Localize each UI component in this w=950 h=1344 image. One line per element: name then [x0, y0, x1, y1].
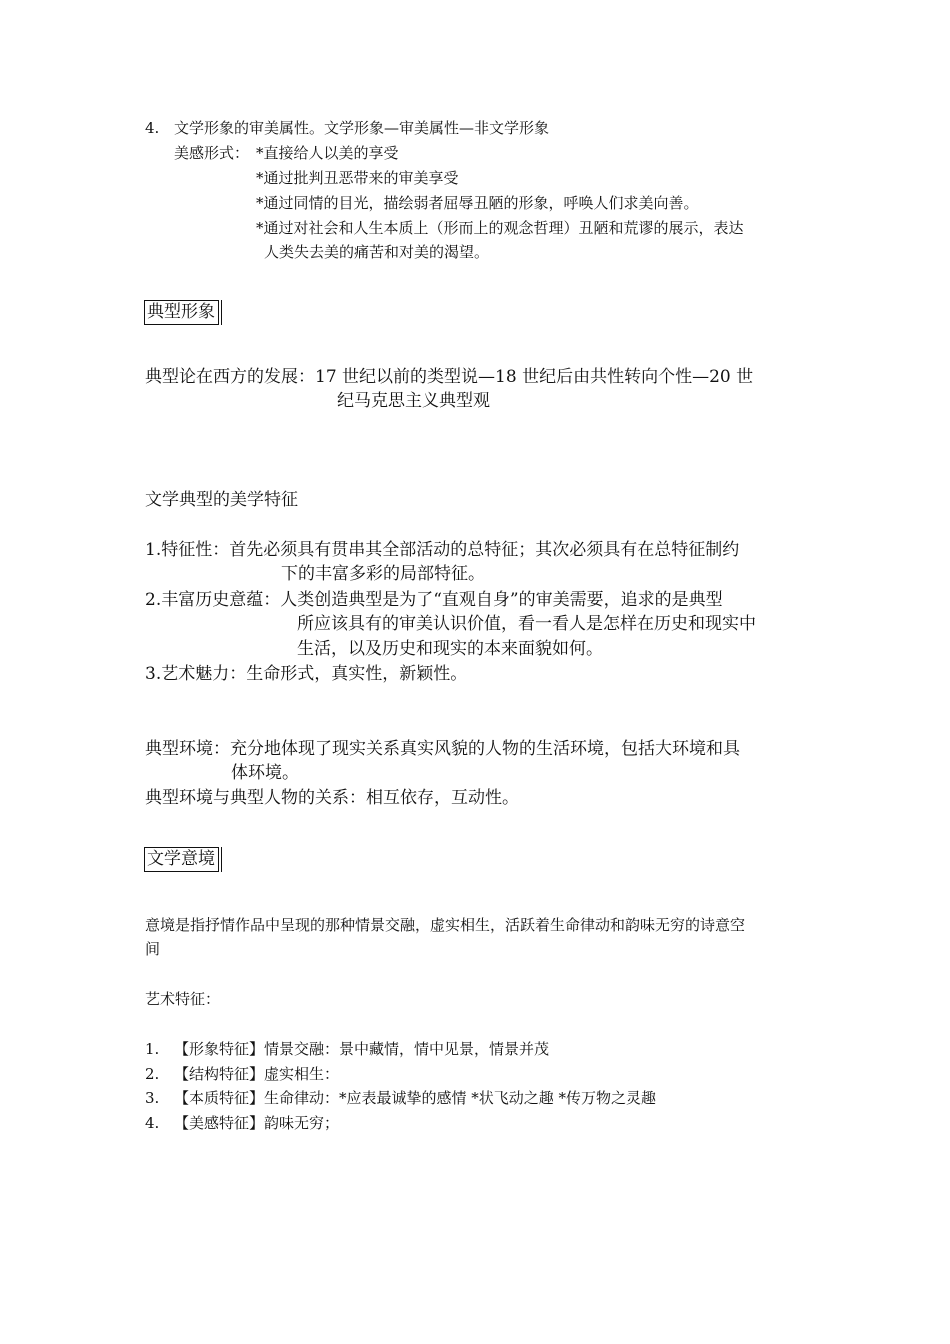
list-item-text: 文学形象的审美属性。文学形象—审美属性—非文学形象 [174, 119, 550, 137]
list-item: 【美感特征】韵味无穷； [174, 1114, 340, 1132]
list-number: 2. [145, 1065, 160, 1083]
typical-features-title: 文学典型的美学特征 [145, 490, 298, 510]
art-features-title: 艺术特征： [145, 990, 221, 1008]
list-number: 4. [145, 1114, 160, 1132]
aesthetic-form-item-1: *直接给人以美的享受 [256, 144, 399, 162]
aesthetic-form-label: 美感形式： [174, 144, 250, 162]
typical-development-cont: 纪马克思主义典型观 [337, 391, 490, 411]
feature-2-cont-1: 所应该具有的审美认识价值，看一看人是怎样在历史和现实中 [297, 614, 756, 634]
typical-environment: 典型环境：充分地体现了现实关系真实风貌的人物的生活环境，包括大环境和具 [145, 739, 740, 759]
section-heading-typical-image: 典型形象 [144, 300, 219, 325]
list-number: 3. [145, 1089, 160, 1107]
list-item: 【本质特征】生命律动：*应表最诚挚的感情 *状飞动之趣 *传万物之灵趣 [174, 1089, 657, 1107]
aesthetic-form-item-4: *通过对社会和人生本质上（形而上的观念哲理）丑陋和荒谬的展示，表达 [256, 219, 744, 237]
section-heading-literary-yijing: 文学意境 [144, 847, 219, 872]
feature-2-cont-2: 生活，以及历史和现实的本来面貌如何。 [297, 639, 603, 659]
environment-character-relation: 典型环境与典型人物的关系：相互依存，互动性。 [145, 788, 519, 808]
feature-3: 3.艺术魅力：生命形式，真实性，新颖性。 [145, 664, 468, 684]
typical-environment-cont: 体环境。 [231, 763, 299, 783]
aesthetic-form-item-3: *通过同情的目光，描绘弱者屈辱丑陋的形象，呼唤人们求美向善。 [256, 194, 699, 212]
aesthetic-form-item-4-cont: 人类失去美的痛苦和对美的渴望。 [264, 243, 490, 261]
feature-2: 2.丰富历史意蕴：人类创造典型是为了“直观自身”的审美需要，追求的是典型 [145, 590, 723, 610]
list-number: 1. [145, 1040, 160, 1058]
feature-1: 1.特征性：首先必须具有贯串其全部活动的总特征；其次必须具有在总特征制约 [145, 540, 740, 560]
yijing-definition: 意境是指抒情作品中呈现的那种情景交融，虚实相生，活跃着生命律动和韵味无穷的诗意空 [145, 916, 746, 934]
list-item: 【结构特征】虚实相生： [174, 1065, 340, 1083]
aesthetic-form-item-2: *通过批判丑恶带来的审美享受 [256, 169, 459, 187]
list-item: 【形象特征】情景交融：景中藏情，情中见景，情景并茂 [174, 1040, 550, 1058]
feature-1-cont: 下的丰富多彩的局部特征。 [281, 564, 485, 584]
list-number: 4. [145, 119, 160, 137]
typical-development: 典型论在西方的发展：17 世纪以前的类型说—18 世纪后由共性转向个性—20 世 [145, 367, 754, 387]
yijing-definition-cont: 间 [145, 940, 161, 958]
